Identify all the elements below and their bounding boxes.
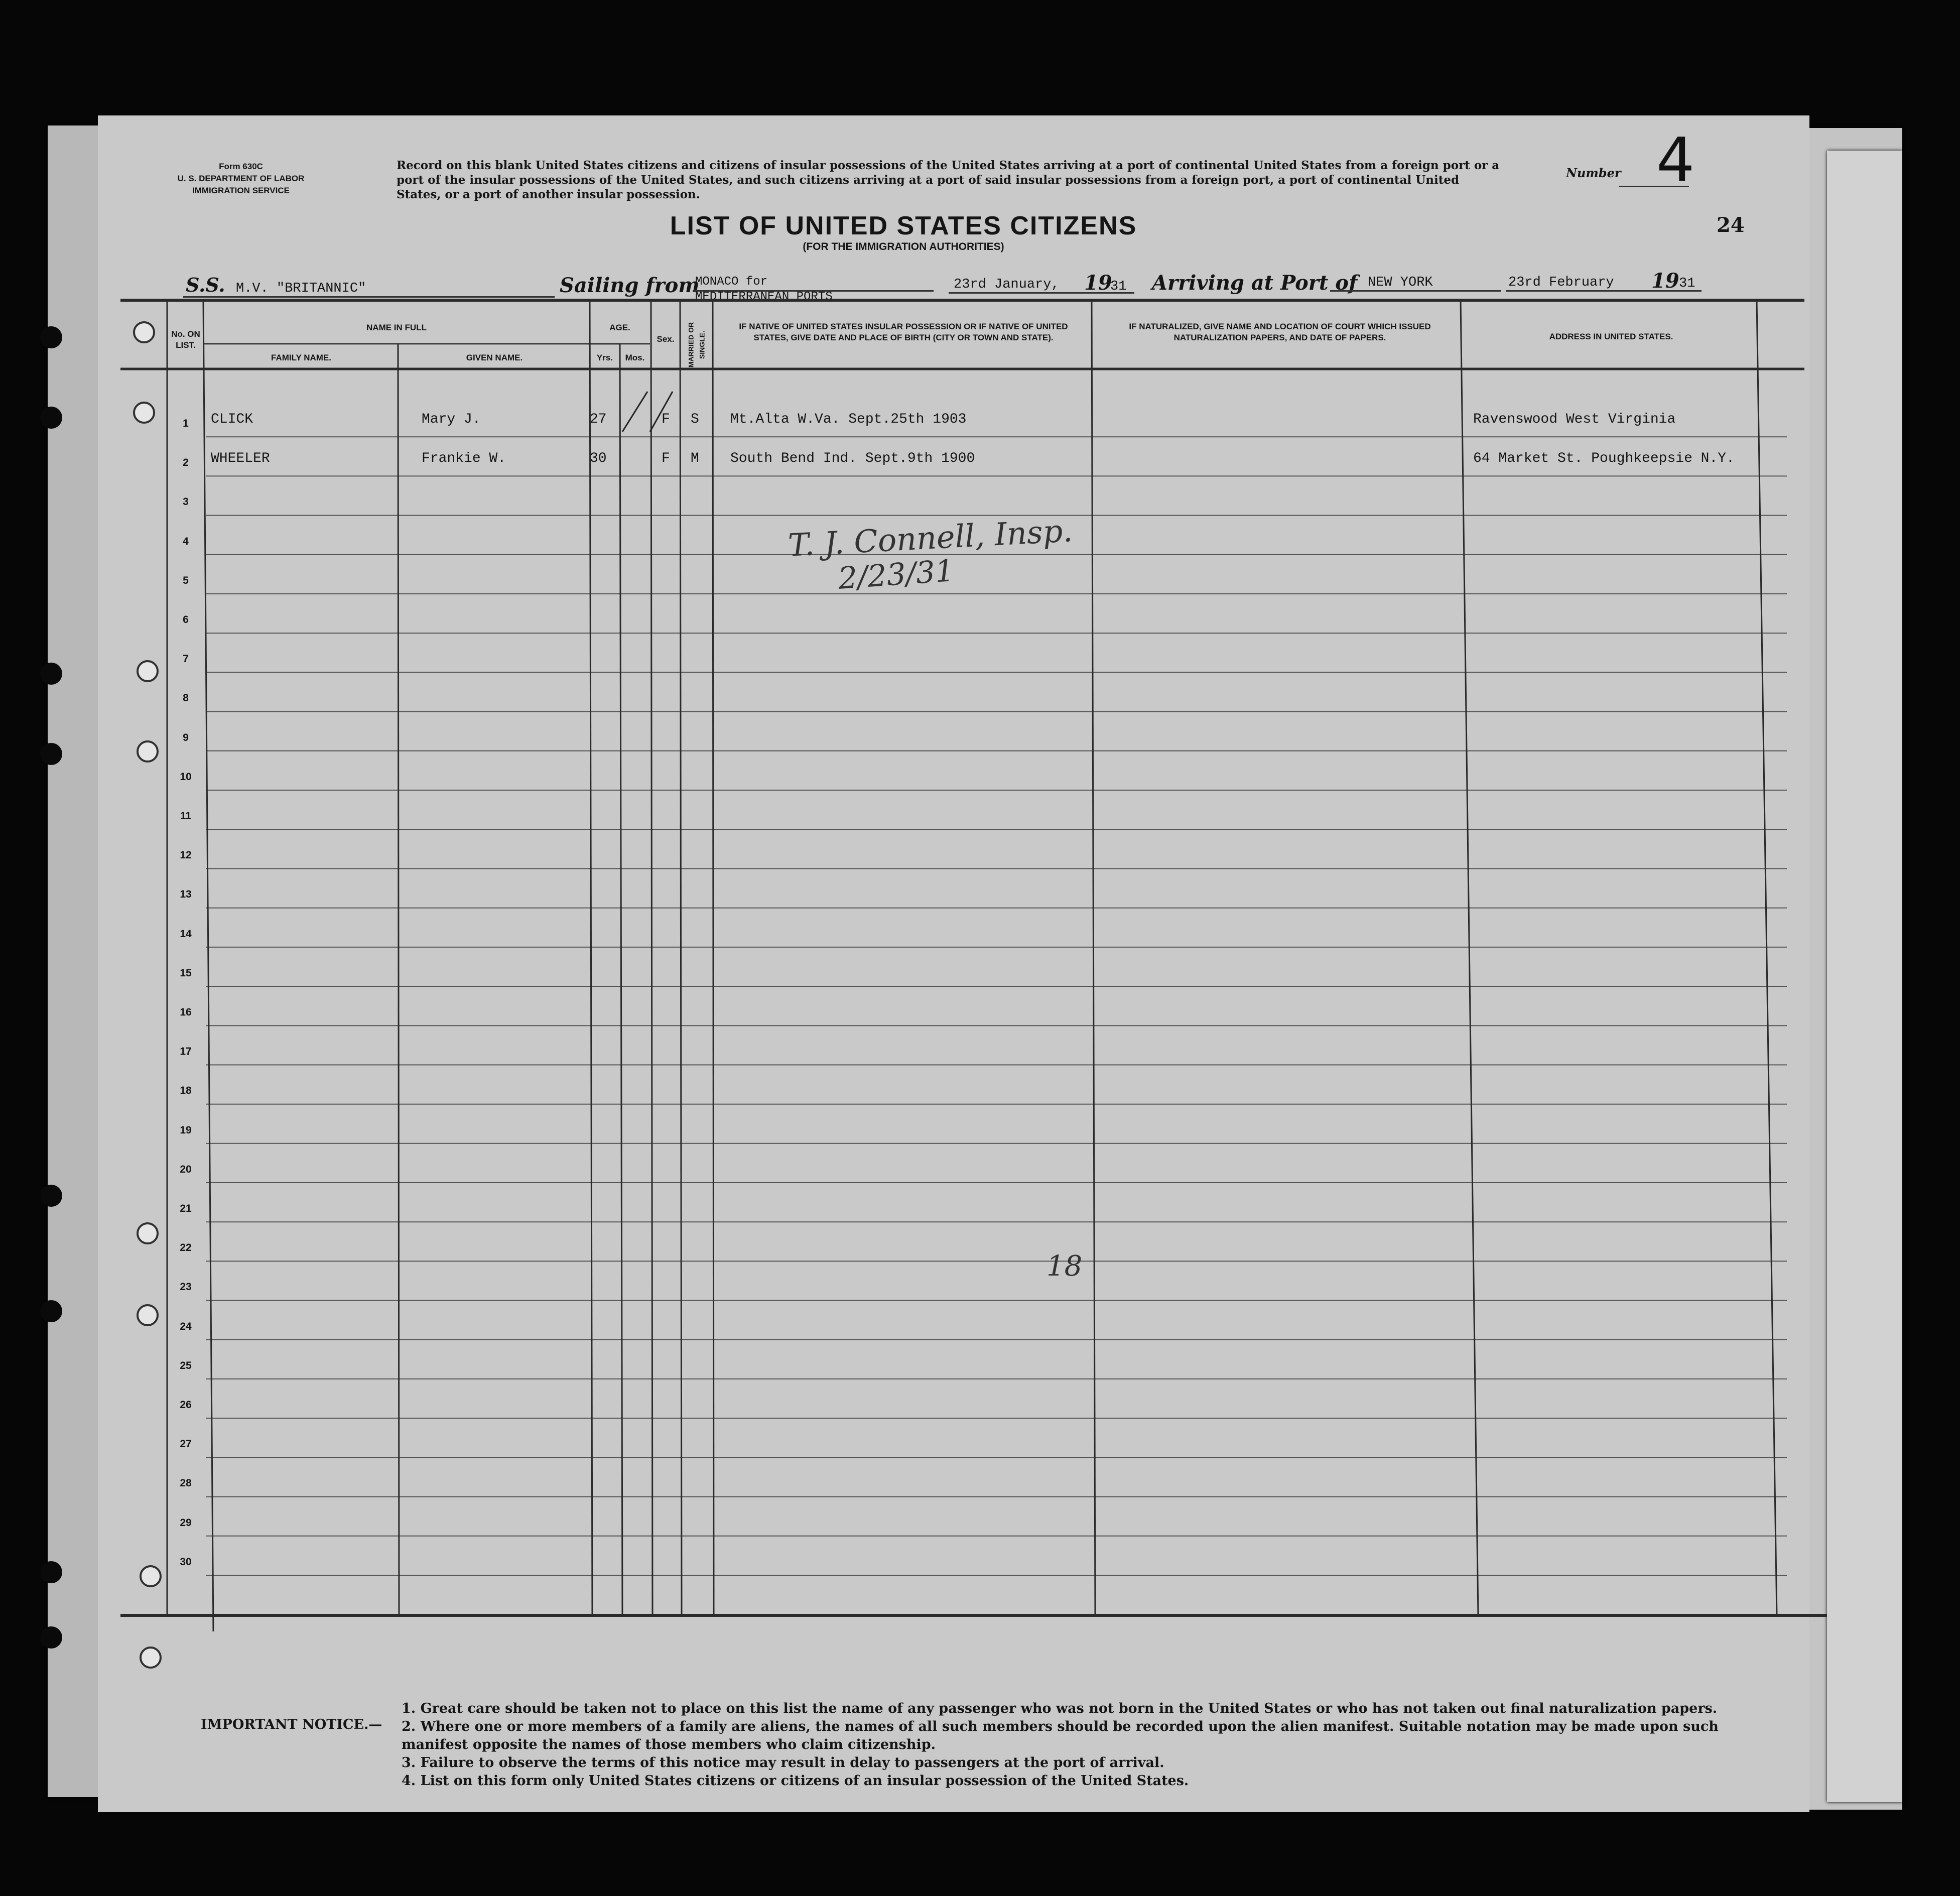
age-yrs-cell: 27 [590,412,607,427]
row-number: 23 [180,1281,192,1293]
age-yrs-cell: 30 [590,451,607,467]
birth-info-cell: Mt.Alta W.Va. Sept.25th 1903 [730,412,967,427]
col-married-or-single: MARRIED OR SINGLE. [687,322,706,368]
form-number: Form 630C [219,162,263,171]
notice-item-1: 1. Great care should be taken not to place on this list the name of any passenger who was not born in the United States or who has not taken out final naturalization papers. [402,1701,1718,1716]
notice-item-2: 2. Where one or more members of a family are aliens, the names of all such members should be recorded upon the alien manifest. Suitable notation may be made upon such manifest opposite the names of those members who claim citizenship. [402,1719,1719,1752]
arriving-label: Arriving at Port of [1152,271,1358,295]
list-number: 4 [1656,125,1695,195]
page-count-annotation: 18 [1047,1250,1083,1283]
departure-date: 23rd January, [954,277,1060,292]
notice-item-4: 4. List on this form only United States citizens or citizens of an insular possession of the United States. [402,1773,1189,1789]
row-number: 7 [183,653,189,665]
col-age: AGE. [609,323,630,332]
number-label: Number [1566,166,1621,180]
given-name-cell: Mary J. [422,412,481,427]
inspector-date: 2/23/31 [837,553,956,596]
marital-status-cell: M [691,451,699,467]
arrival-year-prefix: 19 [1651,269,1679,293]
row-number: 21 [180,1203,192,1214]
department-name: U. S. DEPARTMENT OF LABOR [177,174,305,183]
page-subtitle: (FOR THE IMMIGRATION AUTHORITIES) [803,241,1004,252]
marital-status-cell: S [691,412,699,427]
col-no-on-list: No. ON LIST. [171,329,200,350]
page-title: LIST OF UNITED STATES CITIZENS [670,211,1137,240]
service-name: IMMIGRATION SERVICE [192,186,290,195]
departure-year-prefix: 19 [1084,271,1112,295]
col-sex: Sex. [657,334,675,344]
col-age-mos: Mos. [625,353,645,362]
row-number: 24 [180,1320,192,1332]
sailing-from-port-line2: MEDITERRANEAN PORTS [695,290,833,304]
row-number: 18 [180,1085,192,1097]
inspector-signature: T. J. Connell, Insp. [787,512,1074,564]
row-number: 12 [180,849,192,861]
row-number: 22 [180,1242,192,1254]
sailing-from-label: Sailing from [560,274,700,297]
row-number: 28 [180,1477,192,1489]
address-cell: 64 Market St. Poughkeepsie N.Y. [1473,451,1735,467]
family-name-cell: WHEELER [211,451,270,467]
row-number: 29 [180,1516,192,1529]
col-naturalization: IF NATURALIZED, GIVE NAME AND LOCATION OF COURT WHICH ISSUED NATURALIZATION PAPERS, AND DATE OF PAPERS. [1129,322,1431,342]
departure-year: 31 [1110,279,1127,294]
notice-items [402,1700,1787,1790]
check-marks [617,382,688,437]
row-number: 20 [180,1163,192,1175]
row-number: 16 [180,1006,192,1018]
row-number: 5 [183,574,189,586]
row-number: 8 [183,692,189,704]
row-number: 19 [180,1124,192,1136]
col-family-name: FAMILY NAME. [271,353,331,362]
col-address: ADDRESS IN UNITED STATES. [1549,332,1673,341]
row-number: 6 [183,614,189,625]
address-cell: Ravenswood West Virginia [1473,412,1676,427]
row-number: 2 [183,457,189,469]
notice-heading: IMPORTANT NOTICE.— [201,1717,382,1732]
row-number: 15 [180,967,192,979]
row-number: 10 [180,771,192,783]
notice-item-3: 3. Failure to observe the terms of this notice may result in delay to passengers at the port of arrival. [402,1755,1164,1771]
row-number: 3 [183,496,189,508]
row-number: 17 [180,1046,192,1058]
ship-prefix: S.S. [186,274,225,296]
page-number: 24 [1717,213,1745,237]
row-number: 13 [180,889,192,901]
col-birth-info: IF NATIVE OF UNITED STATES INSULAR POSSESSION OR IF NATIVE OF UNITED STATES, GIVE DATE AND PLACE OF BIRTH (CITY OR TOWN AND STATE). [739,322,1068,342]
col-given-name: GIVEN NAME. [466,353,523,362]
ship-name: M.V. "BRITANNIC" [236,281,366,296]
row-number: 25 [180,1359,192,1371]
row-number: 11 [180,810,192,822]
arrival-year: 31 [1679,276,1695,291]
row-number: 26 [180,1399,192,1411]
sailing-from-port: MONACO for [695,275,768,289]
row-number: 4 [183,535,189,547]
form-instructions: Record on this blank United States citizens and citizens of insular possessions of the United States arriving at a port of continental United States from a foreign port or a port of the insular possessions of the United States, and such citizens arriving at a port of said insular possessions from a foreign port, a port of continental United States, or a port of another insular possession. [397,159,1500,201]
row-number: 30 [180,1556,192,1568]
arrival-port: NEW YORK [1368,275,1433,290]
row-number: 14 [180,928,192,940]
given-name-cell: Frankie W. [422,451,506,467]
sex-cell: F [662,451,670,467]
col-age-yrs: Yrs. [596,353,613,362]
arrival-date: 23rd February [1508,275,1614,290]
col-name-in-full: NAME IN FULL [366,323,427,332]
row-number: 1 [183,418,189,429]
row-number: 9 [183,731,189,743]
family-name-cell: CLICK [211,412,253,427]
row-number: 27 [180,1438,192,1450]
sex-cell: F [662,412,670,427]
birth-info-cell: South Bend Ind. Sept.9th 1900 [730,451,975,467]
